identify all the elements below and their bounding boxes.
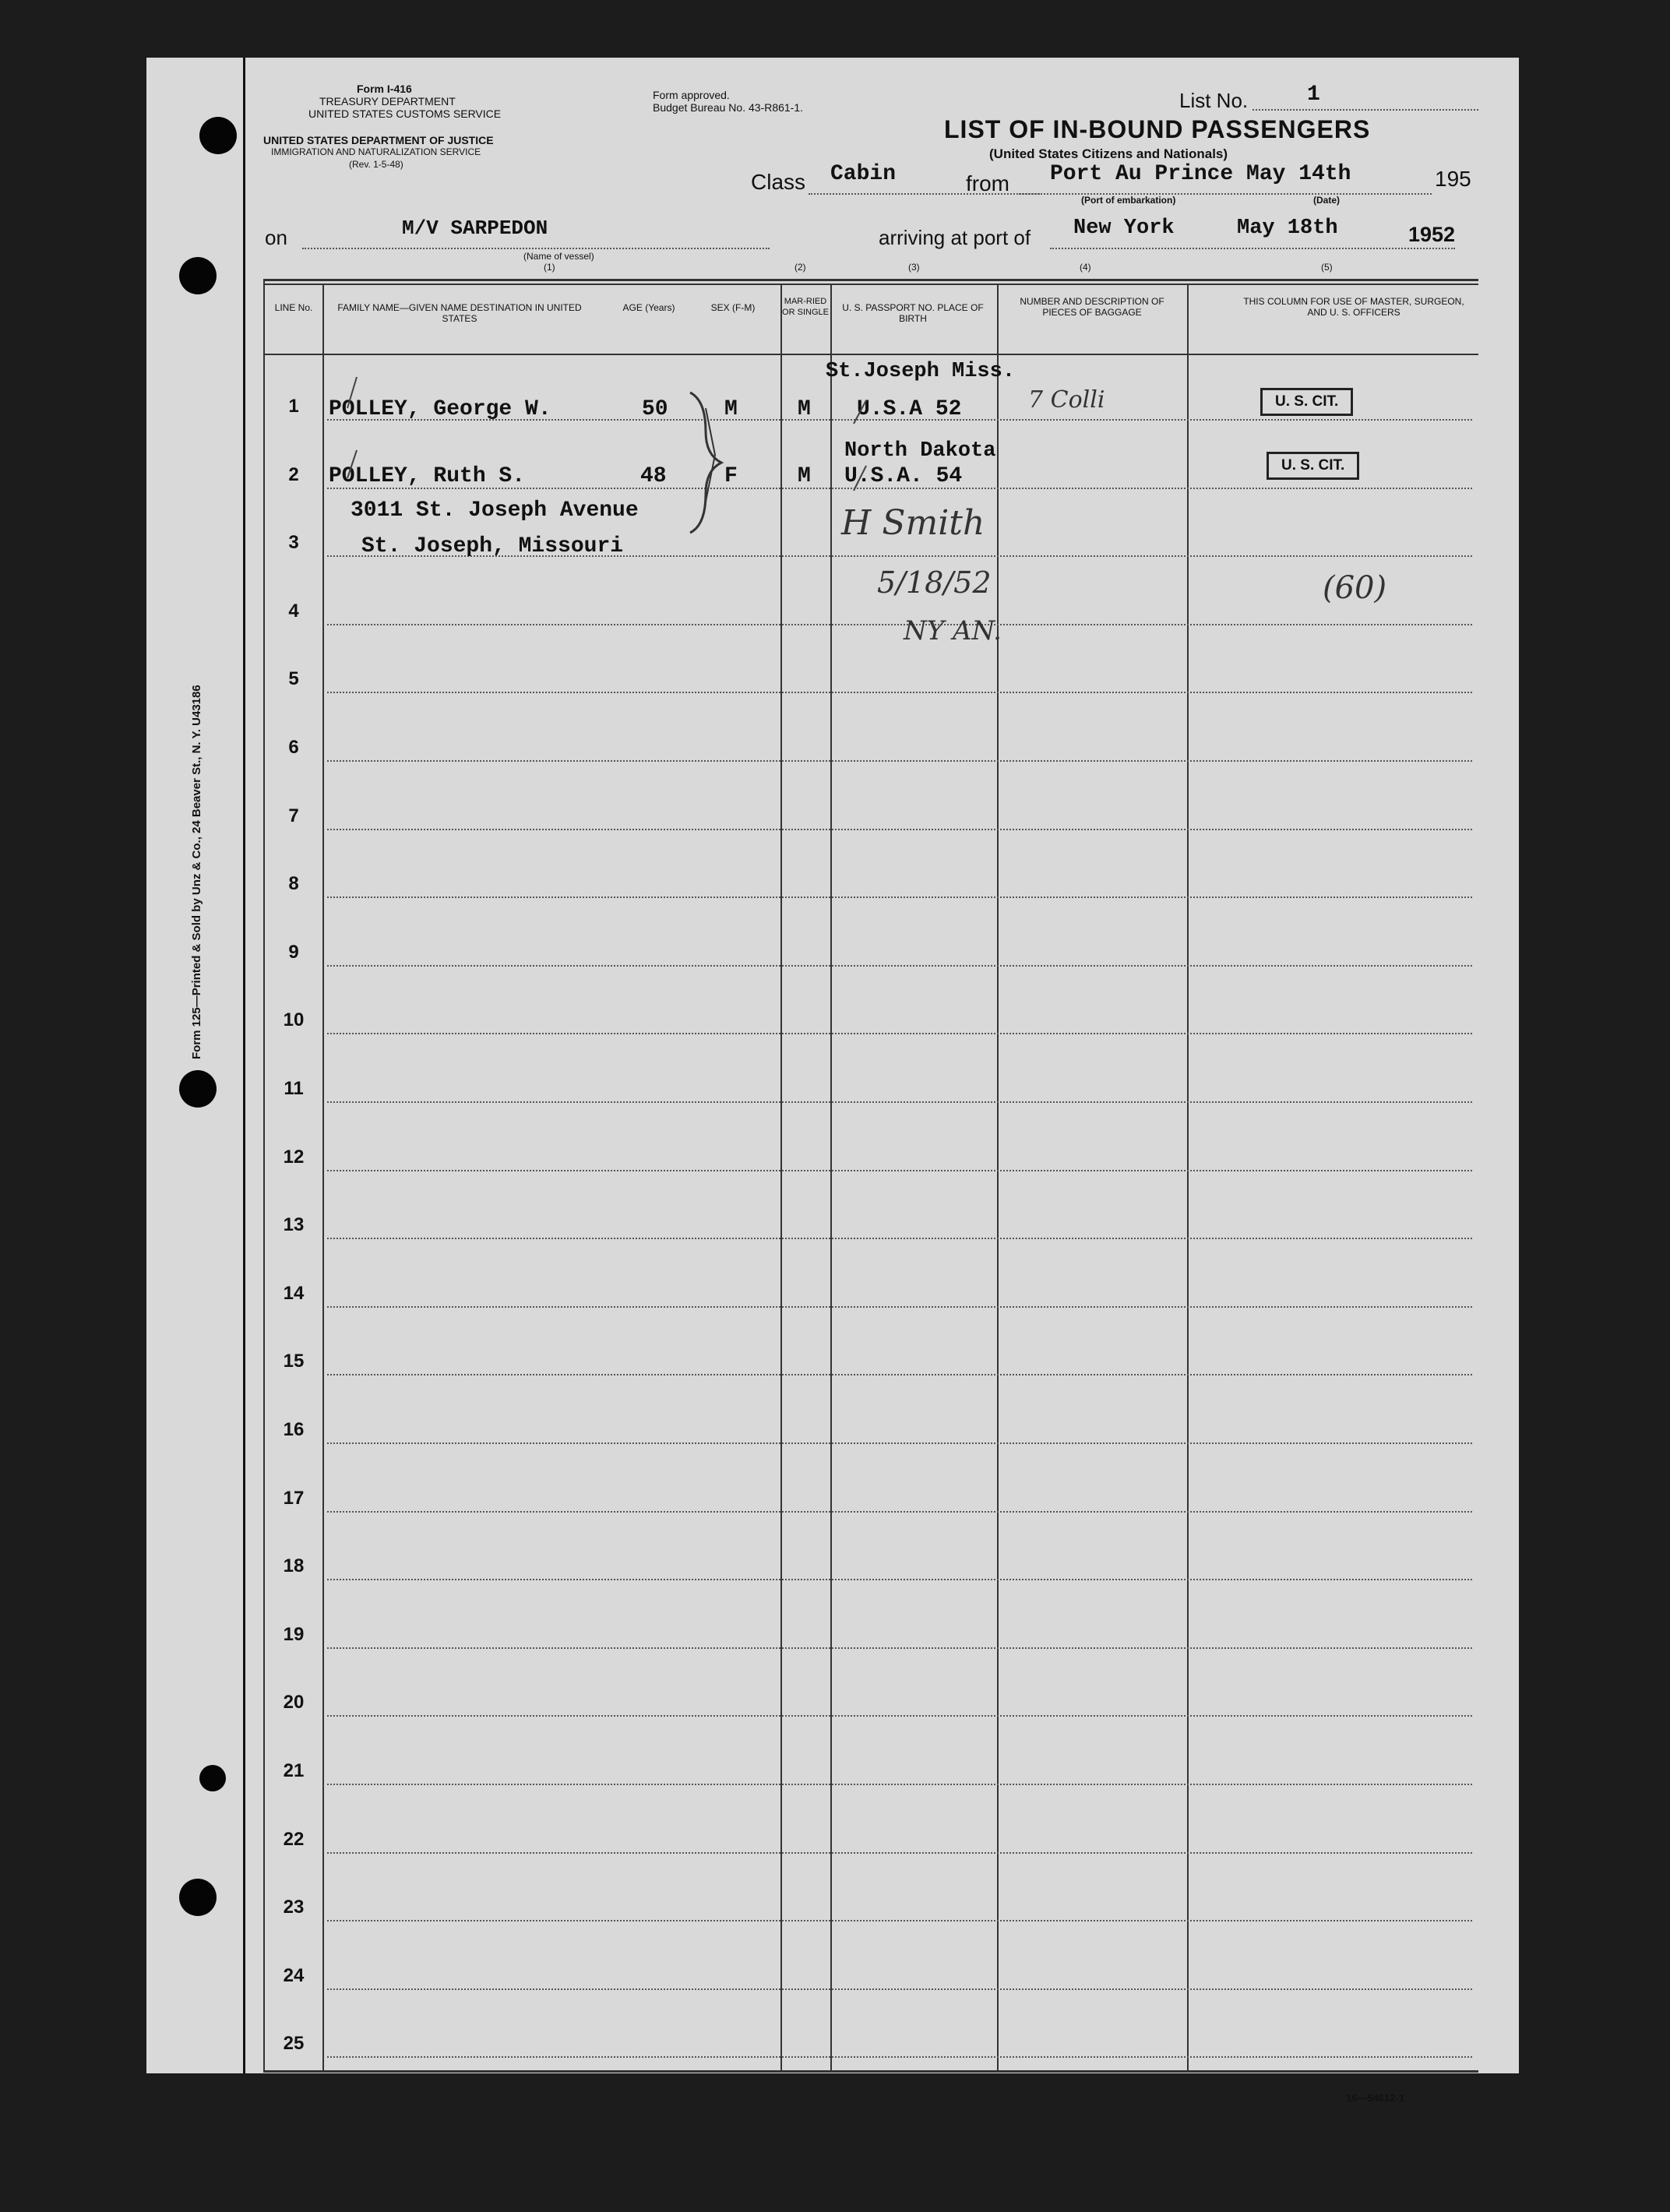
revision: (Rev. 1-5-48)	[349, 159, 403, 170]
line-number: 14	[283, 1282, 305, 1304]
line-number: 22	[283, 1828, 305, 1850]
col-header-sex: SEX (F-M)	[710, 302, 756, 313]
line-number: 9	[288, 941, 299, 963]
passenger-2-marital: M	[798, 464, 811, 488]
col-4-caption: (4)	[1080, 262, 1091, 273]
class-value: Cabin	[830, 162, 897, 186]
table-top-border	[263, 279, 1478, 281]
manifest-page	[146, 58, 1519, 2104]
list-no-label: List No.	[1179, 89, 1249, 112]
line-number: 16	[283, 1419, 305, 1440]
col-header-officers: THIS COLUMN FOR USE OF MASTER, SURGEON, AND U. S. OFFICERS	[1243, 296, 1464, 318]
class-label: Class	[751, 170, 806, 194]
form-number: Form I-416	[357, 83, 412, 95]
arrival-year: 1952	[1408, 223, 1456, 246]
line-number: 3	[288, 532, 299, 554]
col-1-caption: (1)	[544, 262, 555, 273]
entry-line	[327, 1784, 1472, 1785]
margin-line	[243, 58, 245, 2073]
entry-line	[327, 1442, 1472, 1444]
line-number: 6	[288, 737, 299, 758]
divider-baggage	[997, 284, 999, 2070]
line-number: 1	[288, 396, 299, 417]
entry-line	[327, 1647, 1472, 1649]
line-number: 10	[283, 1009, 305, 1031]
passenger-1-name: POLLEY, George W.	[329, 397, 551, 421]
address-line-2: St. Joseph, Missouri	[361, 534, 624, 558]
date-caption: (Date)	[1313, 195, 1341, 206]
address-line-1: 3011 St. Joseph Avenue	[351, 498, 639, 523]
passenger-1-marital: M	[798, 397, 811, 421]
passenger-2-birthplace: North Dakota	[844, 439, 996, 463]
line-number: 24	[283, 1964, 305, 1986]
entry-line	[327, 1852, 1472, 1854]
passenger-1-passport: U.S.A 52	[857, 397, 962, 421]
line-number: 4	[288, 600, 299, 622]
entry-line	[327, 2056, 1472, 2058]
form-approved: Form approved.	[653, 89, 730, 101]
port-of-embarkation: Port Au Prince May 14th	[1050, 162, 1351, 186]
list-no-value: 1	[1307, 83, 1320, 107]
col-header-name: FAMILY NAME—GIVEN NAME DESTINATION IN UNITED STATES	[337, 302, 582, 324]
col-header-baggage: NUMBER AND DESCRIPTION OF PIECES OF BAGGAGE	[1020, 296, 1164, 318]
entry-line	[327, 1101, 1472, 1103]
entry-line	[327, 1170, 1472, 1171]
passenger-1-baggage: 7 Colli	[1028, 386, 1105, 414]
treasury-department: TREASURY DEPARTMENT	[319, 95, 456, 107]
footer-form-code: 16—54612-1	[1346, 2092, 1405, 2104]
line-number: 25	[283, 2033, 305, 2055]
binder-hole	[179, 1879, 217, 1916]
passenger-count: (60)	[1323, 570, 1387, 606]
arrival-date: May 18th	[1237, 217, 1338, 240]
entry-line	[327, 1511, 1472, 1513]
entry-line	[327, 829, 1472, 830]
entry-line	[327, 1306, 1472, 1308]
line-number: 20	[283, 1692, 305, 1714]
passenger-2-age: 48	[640, 464, 667, 488]
line-number: 15	[283, 1351, 305, 1372]
arrival-port: New York	[1073, 217, 1175, 240]
handwritten-marks	[316, 354, 877, 579]
line-number: 5	[288, 668, 299, 690]
line-number: 12	[283, 1146, 305, 1168]
vessel-line	[302, 248, 770, 249]
line-number: 7	[288, 805, 299, 826]
entry-line	[327, 692, 1472, 693]
entry-line	[327, 1988, 1472, 1990]
line-number: 21	[283, 1760, 305, 1781]
passenger-2-passport: U.S.A. 54	[844, 464, 963, 488]
entry-line	[327, 760, 1472, 762]
document-title: LIST OF IN-BOUND PASSENGERS	[944, 115, 1371, 143]
binder-hole	[199, 117, 237, 154]
entry-line	[327, 624, 1472, 625]
passenger-1-birthplace: St.Joseph Miss.	[826, 360, 1016, 383]
col-header-married: MAR-RIED OR SINGLE	[782, 297, 829, 317]
passenger-1-age: 50	[642, 397, 668, 421]
line-number: 23	[283, 1897, 305, 1918]
from-label: from	[966, 171, 1009, 195]
passenger-2-name: POLLEY, Ruth S.	[329, 464, 526, 488]
passenger-2-citizen-stamp: U. S. CIT.	[1267, 452, 1359, 480]
customs-service: UNITED STATES CUSTOMS SERVICE	[308, 107, 502, 120]
binder-hole	[179, 257, 217, 294]
col-5-caption: (5)	[1321, 262, 1333, 273]
inspector-signature: H Smith	[841, 503, 985, 543]
table-left-border	[263, 279, 265, 2070]
inspection-date: 5/18/52	[877, 565, 992, 600]
binder-hole	[179, 1070, 217, 1108]
line-number: 18	[283, 1555, 305, 1577]
entry-line	[327, 1579, 1472, 1580]
entry-line	[327, 1374, 1472, 1375]
col-3-caption: (3)	[908, 262, 920, 273]
line-number: 11	[284, 1078, 304, 1099]
arrival-line	[1050, 248, 1455, 249]
printer-imprint: Form 125—Printed & Sold by Unz & Co., 24 Beaver St., N. Y. U43186	[190, 685, 203, 1059]
budget-bureau: Budget Bureau No. 43-R861-1.	[653, 101, 804, 114]
passenger-1-citizen-stamp: U. S. CIT.	[1260, 388, 1353, 416]
entry-line	[327, 1238, 1472, 1239]
vessel-name: M/V SARPEDON	[402, 217, 548, 240]
line-number: 17	[283, 1487, 305, 1509]
divider-officers	[1187, 284, 1189, 2070]
list-no-line	[1252, 109, 1478, 111]
line-number: 8	[288, 873, 299, 895]
passenger-1-sex: M	[724, 397, 738, 421]
binder-hole	[199, 1765, 226, 1791]
col-header-age: AGE (Years)	[622, 302, 675, 313]
entry-line	[327, 1033, 1472, 1034]
col-header-line: LINE No.	[274, 302, 313, 313]
col-header-passport: U. S. PASSPORT NO. PLACE OF BIRTH	[842, 302, 984, 324]
inspection-location: NY AN.	[904, 615, 1002, 646]
entry-line	[327, 1920, 1472, 1921]
vessel-caption: (Name of vessel)	[523, 251, 594, 262]
document-subtitle: (United States Citizens and Nationals)	[989, 146, 1228, 161]
table-bottom-border	[263, 2070, 1478, 2073]
department-of-justice: UNITED STATES DEPARTMENT OF JUSTICE	[263, 134, 494, 146]
line-number: 2	[288, 463, 299, 485]
on-label: on	[265, 226, 287, 249]
col-2-caption: (2)	[794, 262, 806, 273]
passenger-2-sex: F	[724, 464, 738, 488]
entry-line	[327, 1715, 1472, 1717]
line-number: 19	[283, 1623, 305, 1645]
port-embarkation-caption: (Port of embarkation)	[1081, 195, 1176, 206]
entry-line	[327, 965, 1472, 967]
entry-line	[327, 896, 1472, 898]
arriving-label: arriving at port of	[879, 226, 1031, 249]
ins-service: IMMIGRATION AND NATURALIZATION SERVICE	[271, 146, 481, 157]
embarkation-year: 195	[1435, 167, 1471, 191]
line-number: 13	[283, 1214, 305, 1236]
table-top-border-inner	[263, 284, 1478, 285]
